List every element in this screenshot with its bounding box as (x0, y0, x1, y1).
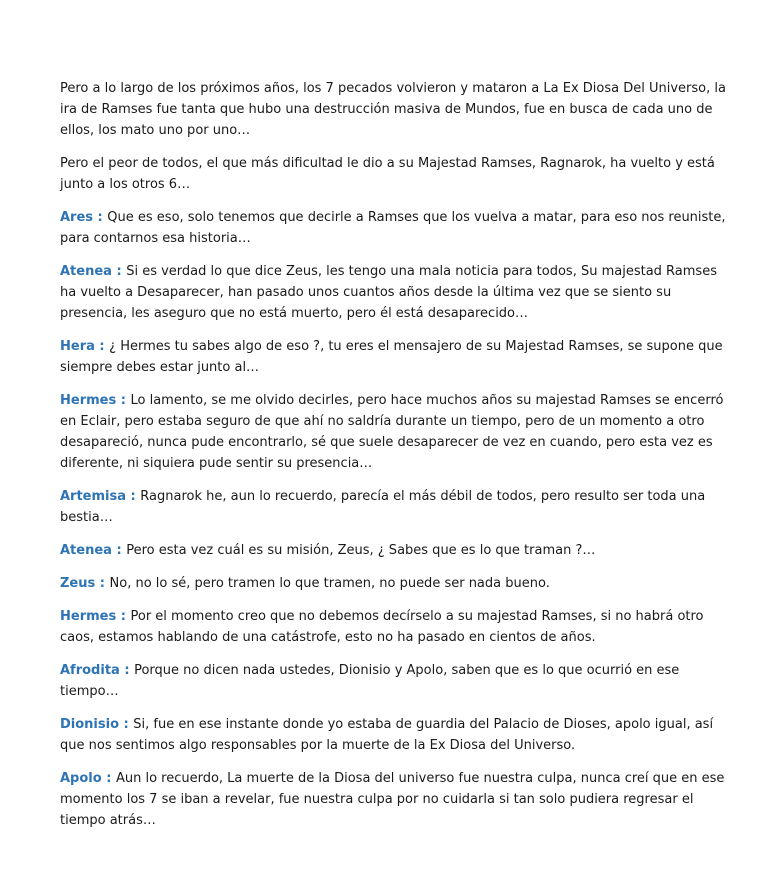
dialogue-text: Si, fue en ese instante donde yo estaba de guardia del Palacio de Dioses, apolo igual, así que nos sentimos algo responsables por la muerte de la Ex Diosa del Universo. (60, 717, 714, 753)
dialogue-text: Porque no dicen nada ustedes, Dionisio y Apolo, saben que es lo que ocurrió en ese tiempo… (60, 663, 680, 699)
dialogue-dionisio (60, 714, 732, 756)
dialogue-apolo (60, 768, 732, 831)
speaker-name: Apolo (60, 771, 102, 786)
dialogue-text: Si es verdad lo que dice Zeus, les tengo una mala noticia para todos, Su majestad Ramses ha vuelto a Desaparecer, han pasado unos cuantos años desde la última vez que se siento su presencia, les aseguro que no está muerto, pero él está desaparecido… (60, 264, 717, 321)
speaker-separator: : (111, 543, 127, 558)
dialogue-text: Ragnarok he, aun lo recuerdo, parecía el más débil de todos, pero resulto ser toda una bestia… (60, 489, 706, 525)
dialogue-hermes (60, 390, 732, 474)
speaker-name: Artemisa (60, 489, 127, 504)
dialogue-text: Que es eso, solo tenemos que decirle a Ramses que los vuelva a matar, para eso nos reuniste, para contarnos esa historia… (60, 210, 726, 246)
speaker-name: Atenea (60, 264, 112, 279)
speaker-separator: : (101, 771, 116, 786)
dialogue-ares (60, 207, 732, 249)
speaker-separator: : (94, 339, 110, 354)
dialogue-text: No, no lo sé, pero tramen lo que tramen, no puede ser nada bueno. (109, 576, 550, 591)
document-page (60, 78, 732, 843)
paragraph-text: Pero a lo largo de los próximos años, los 7 pecados volvieron y mataron a La Ex Diosa Del Universo, la ira de Ramses fue tanta que hubo una destrucción masiva de Mundos, fue en busca de cada uno de ellos, los mato uno por uno… (60, 81, 726, 138)
speaker-name: Hermes (60, 609, 117, 624)
speaker-name: Dionisio (60, 717, 120, 732)
dialogue-hera (60, 336, 732, 378)
speaker-separator: : (95, 576, 110, 591)
dialogue-text: Aun lo recuerdo, La muerte de la Diosa del universo fue nuestra culpa, nunca creí que en ese momento los 7 se iban a revelar, fue nuestra culpa por no cuidarla si tan solo pudiera regresar el tiempo atrás… (60, 771, 725, 828)
paragraph-narration-1 (60, 78, 732, 141)
paragraph-text: Pero el peor de todos, el que más dificultad le dio a su Majestad Ramses, Ragnarok, ha vuelto y está junto a los otros 6… (60, 156, 715, 192)
speaker-name: Hermes (60, 393, 117, 408)
dialogue-artemisa (60, 486, 732, 528)
dialogue-text: ¿ Hermes tu sabes algo de eso ?, tu eres el mensajero de su Majestad Ramses, se supone que siempre debes estar junto al… (60, 339, 723, 375)
dialogue-text: Lo lamento, se me olvido decirles, pero hace muchos años su majestad Ramses se encerró en Eclair, pero estaba seguro de que ahí no saldría durante un tiempo, pero de un momento a otro desapareció, nunca pude encontrarlo, sé que suele desaparecer de vez en cuando, pero esta vez es diferente, ni siquiera pude sentir su presencia… (60, 393, 724, 471)
speaker-name: Afrodita (60, 663, 120, 678)
dialogue-hermes (60, 606, 732, 648)
paragraph-narration-2 (60, 153, 732, 195)
dialogue-zeus (60, 573, 732, 594)
speaker-name: Ares (60, 210, 94, 225)
speaker-separator: : (126, 489, 141, 504)
speaker-name: Atenea (60, 543, 112, 558)
dialogue-atenea (60, 261, 732, 324)
dialogue-afrodita (60, 660, 732, 702)
dialogue-atenea (60, 540, 732, 561)
speaker-name: Hera (60, 339, 95, 354)
speaker-separator: : (111, 264, 127, 279)
speaker-separator: : (116, 609, 131, 624)
speaker-separator: : (119, 663, 135, 678)
dialogue-text: Pero esta vez cuál es su misión, Zeus, ¿ Sabes que es lo que traman ?… (126, 543, 596, 558)
dialogue-text: Por el momento creo que no debemos decírselo a su majestad Ramses, si no habrá otro caos, estamos hablando de una catástrofe, esto no ha pasado en cientos de años. (60, 609, 704, 645)
speaker-separator: : (119, 717, 134, 732)
speaker-separator: : (93, 210, 108, 225)
speaker-separator: : (116, 393, 131, 408)
speaker-name: Zeus (60, 576, 96, 591)
